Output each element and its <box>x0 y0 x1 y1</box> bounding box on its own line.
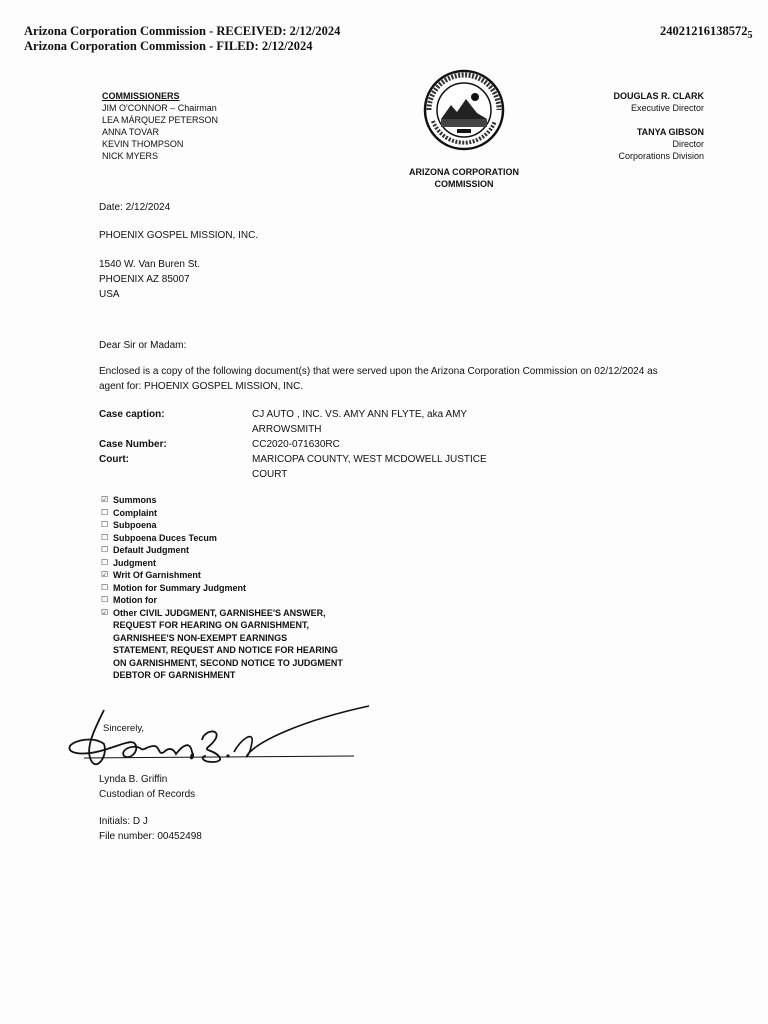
document-checklist-item <box>101 607 343 682</box>
unchecked-box-icon: ☐ <box>101 595 109 604</box>
document-checklist-label: Judgment <box>113 557 157 568</box>
initials: Initials: D J <box>99 816 148 827</box>
commissioner-name: JIM O'CONNOR – Chairman <box>102 103 217 113</box>
body-line-2: agent for: PHOENIX GOSPEL MISSION, INC. <box>99 381 304 392</box>
handwritten-signature <box>64 700 384 780</box>
officers-block <box>614 90 705 162</box>
commissioner-name: LEA MÁRQUEZ PETERSON <box>102 115 219 125</box>
document-checklist-item <box>101 507 343 520</box>
document-checklist-label: Motion for <box>113 595 157 605</box>
executive-director-title: Executive Director <box>630 103 704 113</box>
case-caption-value <box>252 407 467 437</box>
document-checklist-label: Summons <box>113 495 157 505</box>
checked-box-icon: ☑ <box>101 570 109 579</box>
letter-body <box>99 364 658 394</box>
case-number-value: CC2020-071630RC <box>252 439 340 450</box>
document-checklist-label: Motion for Summary Judgment <box>113 582 247 593</box>
address-line: PHOENIX AZ 85007 <box>99 274 190 285</box>
document-checklist-label: Other CIVIL JUDGMENT, GARNISHEE'S ANSWER, REQUEST FOR HEARING ON GARNISHMENT, GARNISHEE'S NON-EXEMPT EARNINGS STATEMENT, REQUEST AND NOTICE FOR HEARING ON GARNISHMENT, SECOND NOTICE TO JUDGMENT DEBTOR OF GARNISHMENT <box>113 607 343 680</box>
document-number-suffix: 5 <box>747 30 753 41</box>
court-value <box>252 452 487 482</box>
document-number <box>660 24 753 41</box>
unchecked-box-icon: ☐ <box>101 532 109 542</box>
document-checklist-label: Subpoena Duces Tecum <box>113 532 217 543</box>
filing-stamp <box>24 24 340 54</box>
document-checklist <box>101 494 343 682</box>
unchecked-box-icon: ☐ <box>101 557 109 567</box>
case-caption-label: Case caption: <box>99 409 165 420</box>
file-info <box>99 814 202 844</box>
commissioners-block <box>102 90 218 162</box>
document-checklist-item <box>101 569 343 582</box>
document-checklist-item <box>101 557 343 570</box>
case-caption-line: ARROWSMITH <box>252 424 322 435</box>
document-checklist-item <box>101 594 343 607</box>
commissioner-name: ANNA TOVAR <box>102 127 160 137</box>
commission-seal-icon <box>423 69 505 151</box>
court-line: MARICOPA COUNTY, WEST MCDOWELL JUSTICE <box>252 454 487 465</box>
document-checklist-label: Default Judgment <box>113 545 190 555</box>
document-checklist-item <box>101 582 343 595</box>
commissioner-name: KEVIN THOMPSON <box>102 139 184 149</box>
agency-name <box>399 166 529 190</box>
document-checklist-item <box>101 532 343 545</box>
case-number-label: Case Number: <box>99 439 167 450</box>
salutation: Dear Sir or Madam: <box>99 340 187 351</box>
executive-director-name: DOUGLAS R. CLARK <box>613 91 704 101</box>
division-name: Corporations Division <box>618 151 704 161</box>
document-checklist-label: Subpoena <box>113 520 157 530</box>
address-line: USA <box>99 289 120 300</box>
document-checklist-label: Writ Of Garnishment <box>113 570 201 580</box>
letter-date: Date: 2/12/2024 <box>99 202 171 213</box>
commissioners-heading: COMMISSIONERS <box>102 91 180 101</box>
recipient-name: PHOENIX GOSPEL MISSION, INC. <box>99 230 259 241</box>
signer-block <box>99 772 195 802</box>
file-number: File number: 00452498 <box>99 831 202 842</box>
unchecked-box-icon: ☐ <box>101 507 109 517</box>
court-line: COURT <box>252 469 288 480</box>
unchecked-box-icon: ☐ <box>101 582 109 592</box>
document-checklist-label: Complaint <box>113 507 157 518</box>
unchecked-box-icon: ☐ <box>101 545 109 554</box>
checked-box-icon: ☑ <box>101 607 109 617</box>
agency-line-2: COMMISSION <box>434 179 494 189</box>
address-line: 1540 W. Van Buren St. <box>99 259 200 270</box>
recipient-address <box>99 257 200 302</box>
signer-name: Lynda B. Griffin <box>99 774 168 785</box>
received-stamp: Arizona Corporation Commission - RECEIVED: 2/12/2024 <box>24 24 341 38</box>
closing-sincerely: Sincerely, <box>103 723 145 734</box>
document-checklist-item <box>101 519 343 532</box>
checked-box-icon: ☑ <box>101 495 109 504</box>
document-number-value: 24021216138572 <box>660 24 748 38</box>
court-label: Court: <box>99 454 129 465</box>
document-checklist-item <box>101 544 343 557</box>
signer-title: Custodian of Records <box>99 789 196 800</box>
agency-line-1: ARIZONA CORPORATION <box>409 167 519 177</box>
document-checklist-item <box>101 494 343 507</box>
body-line-1: Enclosed is a copy of the following document(s) that were served upon the Arizona Corporation Commission on 02/12/2024 as <box>99 366 658 377</box>
case-caption-line: CJ AUTO , INC. VS. AMY ANN FLYTE, aka AMY <box>252 409 468 420</box>
commissioner-name: NICK MYERS <box>102 151 159 161</box>
division-director-name: TANYA GIBSON <box>636 127 704 137</box>
division-director-title: Director <box>672 139 704 149</box>
unchecked-box-icon: ☐ <box>101 520 109 529</box>
filed-stamp: Arizona Corporation Commission - FILED: 2/12/2024 <box>24 39 313 53</box>
